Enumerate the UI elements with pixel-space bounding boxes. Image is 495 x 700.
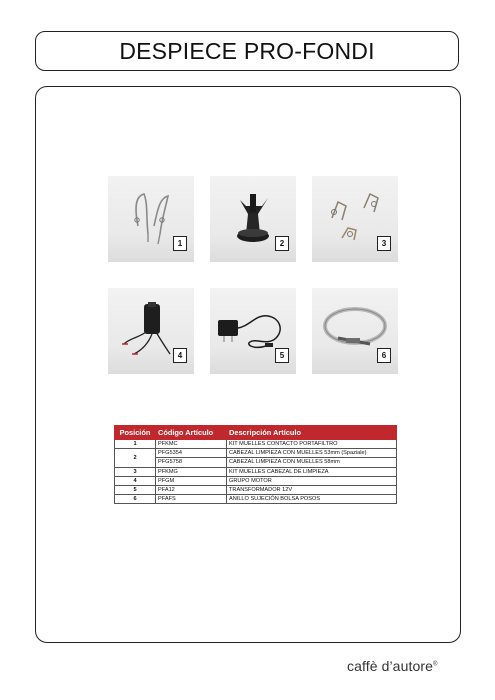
table-row [115, 449, 397, 458]
part-image-6 [312, 288, 398, 374]
page-title: DESPIECE PRO-FONDI [119, 37, 375, 64]
row-position: 2 [115, 449, 156, 467]
row-code: PFKMG [156, 467, 227, 476]
part-image-5 [210, 288, 296, 374]
table-row [115, 467, 397, 476]
table-row [115, 495, 397, 504]
table-row [115, 440, 397, 449]
table-row [115, 458, 397, 467]
row-description: KIT MUELLES CABEZAL DE LIMPIEZA [227, 467, 397, 476]
row-code: PFAFS [156, 495, 227, 504]
part-number-1: 1 [173, 236, 187, 251]
row-code: PFG5758 [156, 458, 227, 467]
header-description: Descripción Artículo [227, 426, 397, 440]
brand-logo [347, 658, 438, 674]
table-row [115, 485, 397, 494]
part-image-4 [108, 288, 194, 374]
row-description: TRANSFORMADOR 12V [227, 485, 397, 494]
row-position: 3 [115, 467, 156, 476]
row-position: 6 [115, 495, 156, 504]
part-image-2 [210, 176, 296, 262]
part-number-4: 4 [173, 348, 187, 363]
header-position: Posición [115, 426, 156, 440]
part-image-3 [312, 176, 398, 262]
part-image-1 [108, 176, 194, 262]
row-position: 5 [115, 485, 156, 494]
title-box [35, 31, 459, 71]
parts-table [114, 425, 397, 504]
row-description: CABEZAL LIMPIEZA CON MUELLES 53mm (Spaziale) [227, 449, 397, 458]
row-description: KIT MUELLES CONTACTO PORTAFILTRO [227, 440, 397, 449]
table-header-row [115, 426, 397, 440]
part-number-3: 3 [377, 236, 391, 251]
row-code: PFKMC [156, 440, 227, 449]
part-number-2: 2 [275, 236, 289, 251]
row-code: PFA12 [156, 485, 227, 494]
header-code: Código Artículo [156, 426, 227, 440]
row-code: PFG5354 [156, 449, 227, 458]
row-description: GRUPO MOTOR [227, 476, 397, 485]
row-position: 1 [115, 440, 156, 449]
row-code: PFGM [156, 476, 227, 485]
part-number-6: 6 [377, 348, 391, 363]
registered-mark: ® [432, 661, 438, 668]
row-description: ANILLO SUJECIÓN BOLSA POSOS [227, 495, 397, 504]
table-row [115, 476, 397, 485]
row-description: CABEZAL LIMPIEZA CON MUELLES 58mm [227, 458, 397, 467]
brand-name: caffè d’autore [347, 658, 433, 674]
part-number-5: 5 [275, 348, 289, 363]
row-position: 4 [115, 476, 156, 485]
